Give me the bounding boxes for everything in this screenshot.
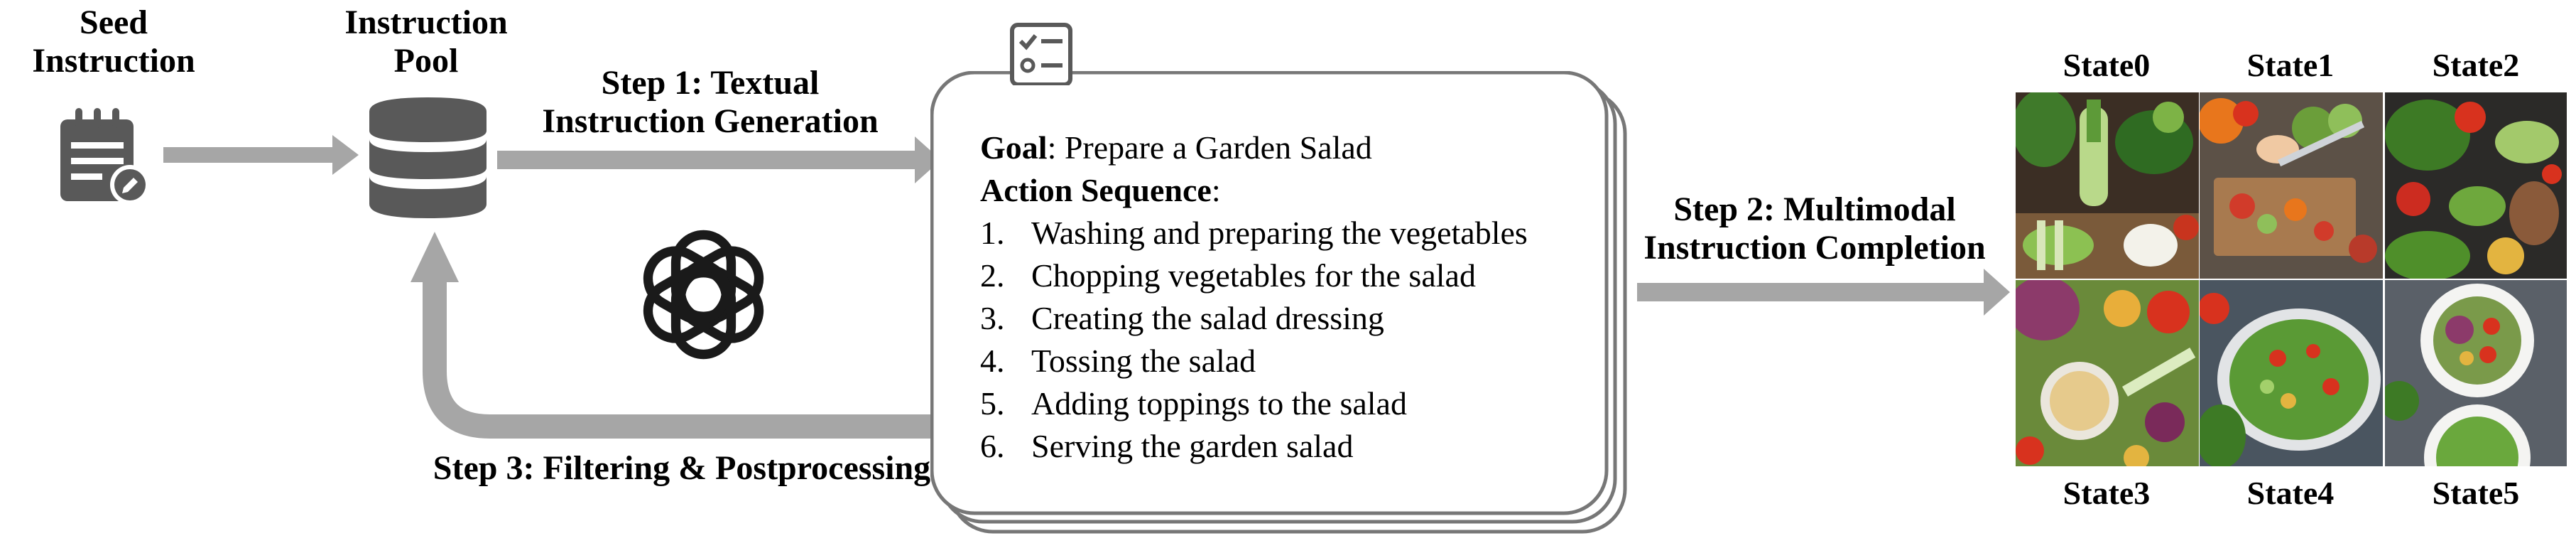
state-label: State4 (2246, 475, 2335, 511)
openai-logo-icon (631, 222, 776, 367)
step-text: Tossing the salad (1031, 343, 1256, 379)
step-number: 4. (980, 343, 1005, 379)
database-icon (366, 94, 490, 222)
step-text: Washing and preparing the vegetables (1031, 215, 1528, 251)
step-number: 6. (980, 428, 1005, 464)
state2-image (2385, 92, 2567, 279)
action-sequence-label: Action Sequence (980, 172, 1212, 208)
arrow-step1 (497, 136, 941, 183)
action-step (980, 340, 1605, 382)
step-text: Chopping vegetables for the salad (1031, 257, 1476, 294)
action-step (980, 382, 1605, 425)
goal-text: : Prepare a Garden Salad (1047, 129, 1372, 166)
state0-image (2016, 92, 2199, 279)
action-step (980, 254, 1605, 297)
step3-label: Step 3: Filtering & Postprocessing (433, 449, 931, 487)
action-sequence-colon: : (1211, 172, 1221, 208)
checklist-icon (1009, 21, 1076, 85)
step-number: 3. (980, 300, 1005, 336)
step2-label: Step 2: Multimodal Instruction Completion (1643, 190, 1986, 267)
clipboard-edit-icon (57, 107, 153, 210)
state1-image (2200, 92, 2383, 279)
step-text: Creating the salad dressing (1031, 300, 1384, 336)
state-label: State3 (2063, 475, 2151, 511)
state-label: State5 (2432, 475, 2520, 511)
goal-label: Goal (980, 129, 1048, 166)
step-text: Adding toppings to the salad (1031, 385, 1407, 422)
arrow-step2 (1637, 269, 2010, 316)
step1-label: Step 1: Textual Instruction Generation (542, 64, 879, 140)
step-number: 5. (980, 385, 1005, 422)
state5-image (2385, 280, 2567, 466)
step-text: Serving the garden salad (1031, 428, 1354, 464)
state4-image (2200, 280, 2383, 466)
seed-instruction-label: Seed Instruction (32, 4, 195, 80)
step-number: 2. (980, 257, 1005, 294)
action-step (980, 297, 1605, 340)
instruction-card-content (980, 127, 1605, 468)
goal-row (980, 127, 1605, 169)
state-label: State1 (2246, 47, 2335, 83)
state3-image (2016, 280, 2199, 466)
action-step (980, 425, 1605, 468)
action-step (980, 212, 1605, 254)
step-number: 1. (980, 215, 1005, 251)
state-label: State2 (2432, 47, 2520, 83)
arrow-seed-to-pool (163, 135, 359, 175)
instruction-pool-label: Instruction Pool (344, 4, 508, 80)
state-label: State0 (2063, 47, 2151, 83)
action-sequence-row (980, 169, 1605, 212)
